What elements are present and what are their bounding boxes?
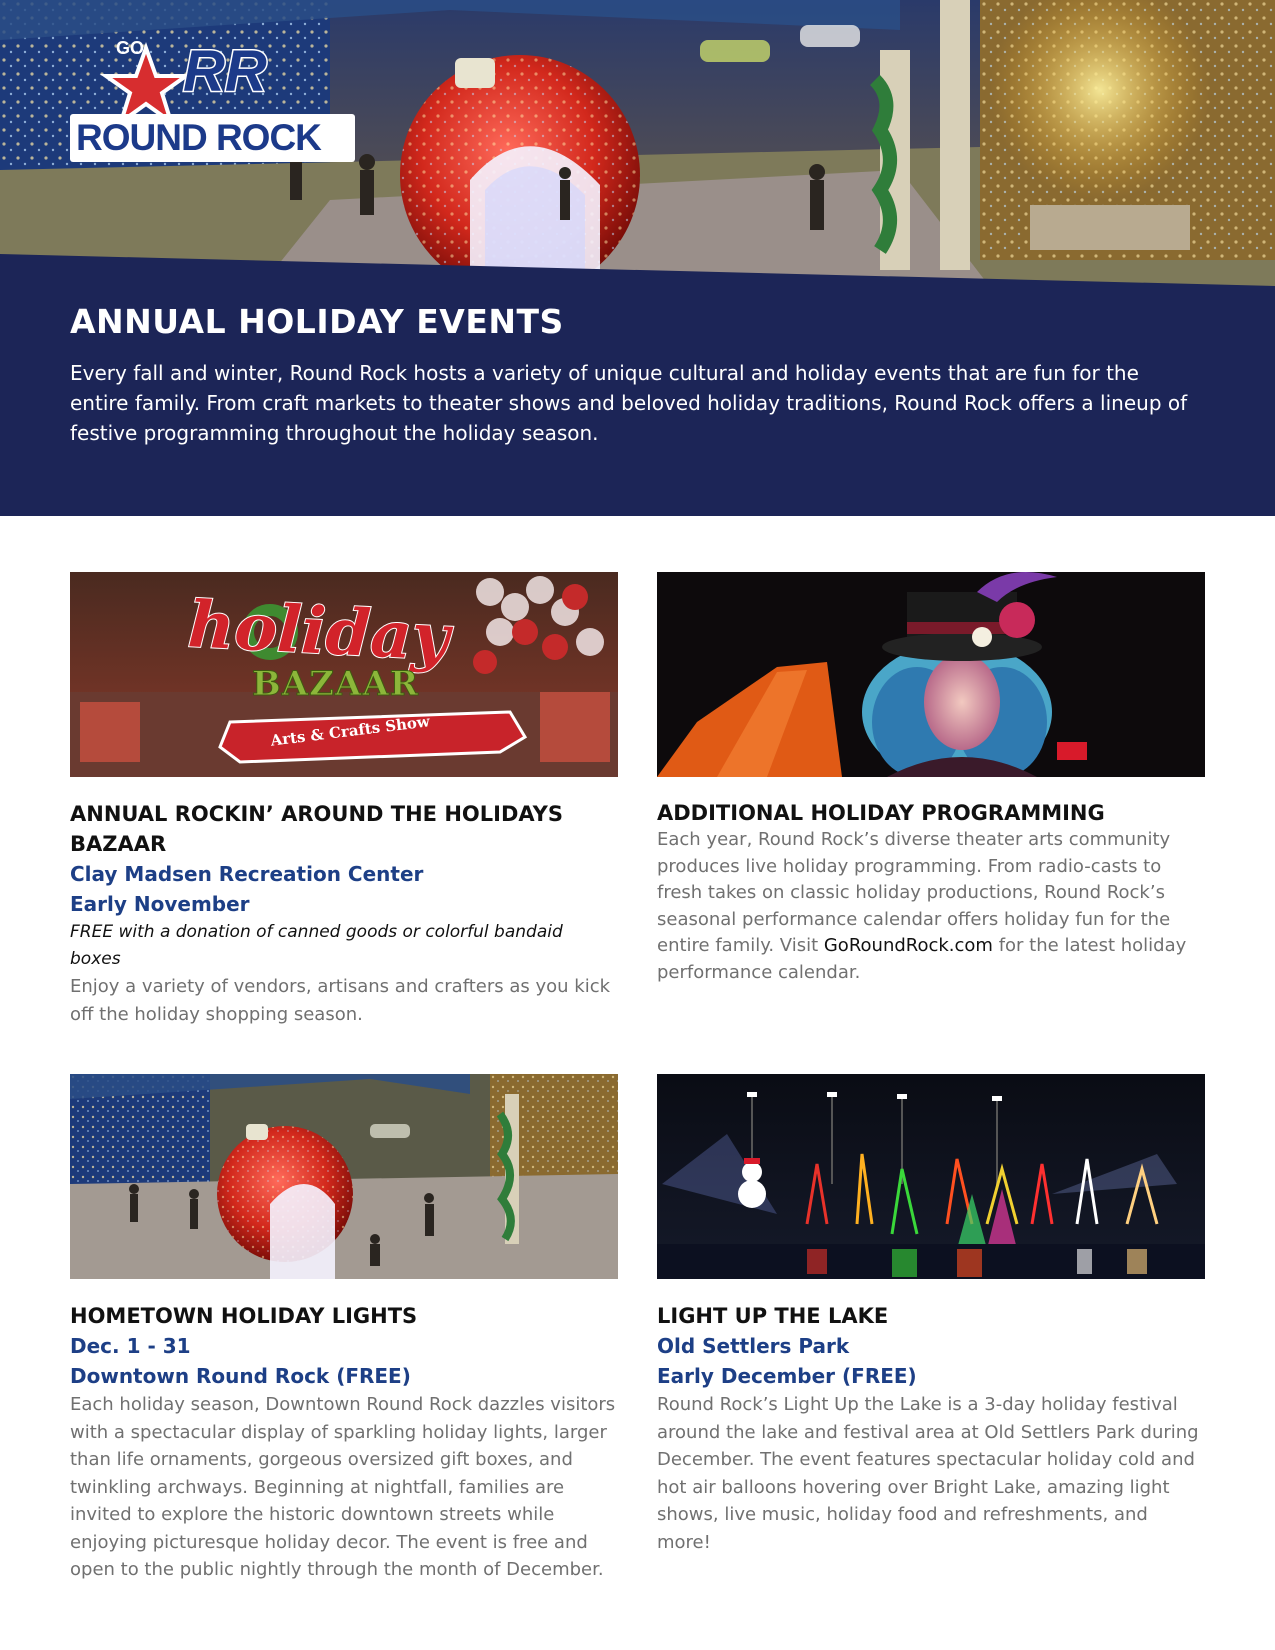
bazaar-location: Clay Madsen Recreation Center [70,862,424,886]
programming-image [657,572,1205,777]
page-title: ANNUAL HOLIDAY EVENTS [70,302,564,341]
performer-photo-illustration [657,572,1205,777]
lake-photo-illustration [657,1074,1205,1279]
programming-description [657,827,1205,986]
bazaar-description: Enjoy a variety of vendors, artisans and crafters as you kick off the holiday shopping season. [70,976,611,1025]
hometown-lights-date: Dec. 1 - 31 [70,1334,191,1358]
bazaar-script-word: holiday [186,587,452,676]
light-up-the-lake-image [657,1074,1205,1279]
programming-description-lead: Each year, Round Rock’s diverse theater arts community produces live holiday programming. From radio-casts to fresh takes on classic holiday productions, Round Rock’s seasonal performance calendar offers holiday fun for the entire family. Visit [657,829,1171,956]
bazaar-date: Early November [70,892,250,916]
light-up-the-lake-title: LIGHT UP THE LAKE [657,1304,889,1328]
event-card-bazaar [70,572,618,1028]
event-card-programming [657,572,1205,986]
bazaar-word: BAZAAR [252,664,419,704]
bazaar-image [70,572,618,777]
round-rock-logo[interactable] [68,36,368,166]
logo-go: GO [116,38,145,58]
hometown-lights-description: Each holiday season, Downtown Round Rock dazzles visitors with a spectacular display of sparkling holiday lights, larger than life ornaments, gorgeous oversized gift boxes, and twinkling archways. Beginning at nightfall, families are invited to explore the historic downtown streets while enjoying picturesque holiday decor. The event is free and open to the public nightly through the month of December. [70,1394,616,1580]
bazaar-ribbon-text: Arts & Crafts Show [269,712,431,750]
logo-monogram: RR [183,39,267,104]
hometown-lights-title: HOMETOWN HOLIDAY LIGHTS [70,1304,418,1328]
hometown-lights-location: Downtown Round Rock (FREE) [70,1364,411,1388]
hometown-lights-image [70,1074,618,1279]
programming-title: ADDITIONAL HOLIDAY PROGRAMMING [657,801,1105,825]
event-card-hometown-lights [70,1074,618,1584]
event-card-light-up-the-lake [657,1074,1205,1556]
light-up-the-lake-description: Round Rock’s Light Up the Lake is a 3-day holiday festival around the lake and festival area at Old Settlers Park during December. The event features spectacular holiday cold and hot air balloons hovering over Bright Lake, amazing light shows, live music, holiday food and refreshments, and more! [657,1394,1199,1553]
logo-name: ROUND ROCK [76,117,321,158]
bazaar-admission-note: FREE with a donation of canned goods or colorful bandaid boxes [70,922,563,969]
goroundrock-link[interactable]: GoRoundRock.com [823,935,993,956]
light-up-the-lake-date: Early December (FREE) [657,1364,917,1388]
light-up-the-lake-location: Old Settlers Park [657,1334,850,1358]
intro-banner [0,240,1275,516]
programming-description-tail: for the latest holiday performance calendar. [657,935,1187,983]
star-icon [106,48,186,122]
downtown-photo-illustration [70,1074,618,1279]
intro-text: Every fall and winter, Round Rock hosts a variety of unique cultural and holiday events that are fun for the entire family. From craft markets to theater shows and beloved holiday traditions, Round Rock offers a lineup of festive programming throughout the holiday season. [70,361,1188,445]
bazaar-title: ANNUAL ROCKIN’ AROUND THE HOLIDAYS BAZAAR [70,802,563,856]
